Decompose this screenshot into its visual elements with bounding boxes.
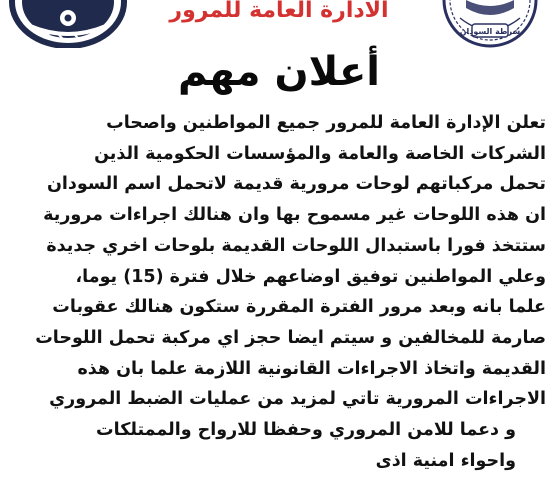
body-line: علما بانه وبعد مرور الفترة المقررة ستكون هنالك عقوبات bbox=[52, 297, 546, 318]
body-line: القديمة واتخاذ الاجراءات القانونية اللازمة علما بان هذه bbox=[77, 358, 546, 379]
body-line: ان هذه اللوحات غير مسموح بها وان هنالك اجراءات مرورية bbox=[43, 205, 546, 226]
body-line: صارمة للمخالفين و سيتم ايضا حجز اي مركبة تحمل اللوحات bbox=[35, 327, 546, 348]
notice-title: أعلان مهم bbox=[177, 49, 380, 95]
body-line: الشركات الخاصة والعامة والمؤسسات الحكومية الذين bbox=[94, 143, 546, 164]
announcement-body bbox=[10, 108, 546, 476]
body-line: وعلي المواطنين توفيق اوضاعهم خلال فترة (15) يوما، bbox=[75, 266, 546, 287]
department-title: الادارة العامة للمرور bbox=[169, 0, 389, 23]
body-line: الاجراءات المرورية تاتي لمزيد من عمليات الضبط المروري bbox=[49, 389, 546, 410]
body-line: و دعما للامن المروري وحفظا للارواح والممتلكات bbox=[96, 420, 516, 441]
body-line: ستتخذ فورا باستبدال اللوحات القديمة بلوحات اخري جديدة bbox=[46, 235, 546, 256]
body-line: واحواء امنية اذى bbox=[375, 450, 516, 471]
emblem-caption: شرطة السودان bbox=[459, 27, 521, 36]
body-line: تعلن الإدارة العامة للمرور جميع المواطنين واصحاب bbox=[106, 113, 546, 133]
body-line: تحمل مركباتهم لوحات مرورية قديمة لاتحمل اسم السودان bbox=[46, 174, 546, 195]
